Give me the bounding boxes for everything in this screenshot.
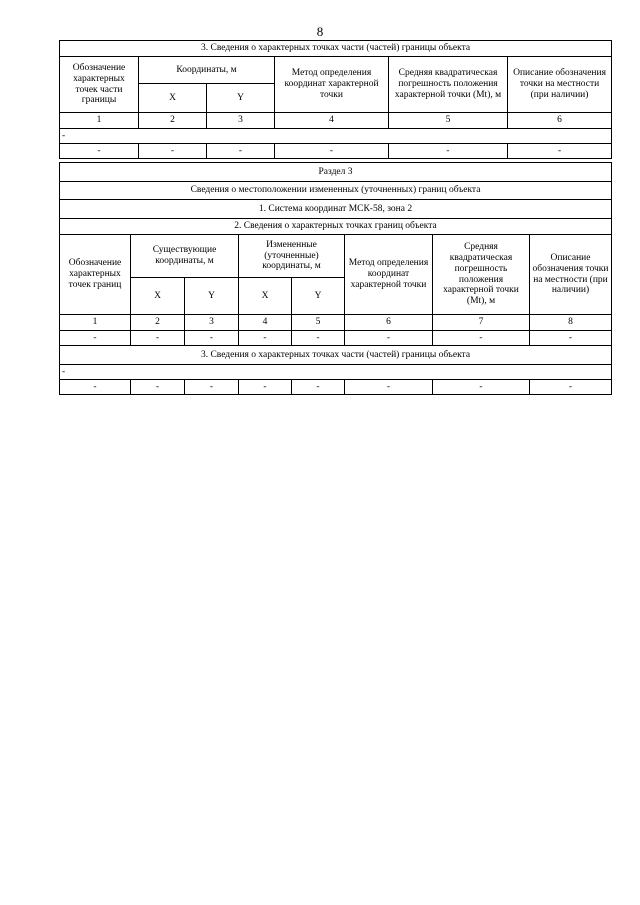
header-existing-coords: Существующие координаты, м bbox=[131, 235, 239, 278]
empty-row-mark: - bbox=[60, 129, 612, 144]
header-y: Y bbox=[207, 84, 275, 113]
table-cell: - bbox=[275, 144, 389, 159]
header-y-changed: Y bbox=[292, 278, 345, 315]
column-number: 2 bbox=[139, 113, 207, 129]
table-cell: - bbox=[185, 380, 239, 395]
column-number: 5 bbox=[292, 315, 345, 331]
header-designation: Обозначение характерных точек части границы bbox=[60, 57, 139, 113]
header-method: Метод определения координат характерной точки bbox=[275, 57, 389, 113]
table-cell: - bbox=[60, 144, 139, 159]
section-title: Раздел 3 bbox=[60, 163, 612, 182]
header-changed-coords: Измененные (уточненные) координаты, м bbox=[239, 235, 345, 278]
empty-row-mark: - bbox=[60, 365, 612, 380]
header-coordinates: Координаты, м bbox=[139, 57, 275, 84]
column-number: 2 bbox=[131, 315, 185, 331]
table-cell: - bbox=[239, 331, 292, 346]
column-number: 6 bbox=[508, 113, 612, 129]
section3-table bbox=[59, 162, 612, 395]
table-cell: - bbox=[60, 331, 131, 346]
part-empty-row bbox=[60, 129, 612, 144]
column-number: 3 bbox=[185, 315, 239, 331]
table-cell: - bbox=[185, 331, 239, 346]
header-description: Описание обозначения точки на местности (при наличии) bbox=[530, 235, 612, 315]
page-number: 8 bbox=[316, 24, 324, 39]
table-cell: - bbox=[131, 380, 185, 395]
table-cell: - bbox=[530, 380, 612, 395]
header-y-existing: Y bbox=[185, 278, 239, 315]
table-cell: - bbox=[292, 331, 345, 346]
table-cell: - bbox=[239, 380, 292, 395]
part-points-table bbox=[59, 40, 612, 159]
column-number: 4 bbox=[275, 113, 389, 129]
header-method: Метод определения координат характерной точки bbox=[345, 235, 433, 315]
table-cell: - bbox=[433, 331, 530, 346]
table-cell: - bbox=[345, 331, 433, 346]
column-numbers-row bbox=[60, 113, 612, 129]
table-cell: - bbox=[345, 380, 433, 395]
table-cell: - bbox=[60, 380, 131, 395]
header-x-existing: X bbox=[131, 278, 185, 315]
table-cell: - bbox=[207, 144, 275, 159]
header-accuracy: Средняя квадратическая погрешность положения характерной точки (Mt), м bbox=[389, 57, 508, 113]
column-number: 8 bbox=[530, 315, 612, 331]
table-cell: - bbox=[139, 144, 207, 159]
table-cell: - bbox=[389, 144, 508, 159]
header-designation: Обозначение характерных точек границ bbox=[60, 235, 131, 315]
column-numbers-row bbox=[60, 315, 612, 331]
column-number: 5 bbox=[389, 113, 508, 129]
column-number: 1 bbox=[60, 315, 131, 331]
table-row bbox=[60, 144, 612, 159]
column-number: 6 bbox=[345, 315, 433, 331]
table-cell: - bbox=[508, 144, 612, 159]
points-title: 2. Сведения о характерных точках границ объекта bbox=[60, 219, 612, 235]
part-points-title: 3. Сведения о характерных точках части (частей) границы объекта bbox=[60, 41, 612, 57]
column-number: 7 bbox=[433, 315, 530, 331]
coordinate-system: 1. Система координат МСК-58, зона 2 bbox=[60, 200, 612, 219]
column-number: 4 bbox=[239, 315, 292, 331]
header-description: Описание обозначения точки на местности (при наличии) bbox=[508, 57, 612, 113]
section-subtitle: Сведения о местоположении измененных (уточненных) границ объекта bbox=[60, 182, 612, 200]
column-number: 1 bbox=[60, 113, 139, 129]
table-row bbox=[60, 380, 612, 395]
table-cell: - bbox=[530, 331, 612, 346]
table-cell: - bbox=[292, 380, 345, 395]
header-x: X bbox=[139, 84, 207, 113]
table-cell: - bbox=[433, 380, 530, 395]
table-cell: - bbox=[131, 331, 185, 346]
part-points-title: 3. Сведения о характерных точках части (частей) границы объекта bbox=[60, 346, 612, 365]
part-empty-row bbox=[60, 365, 612, 380]
header-accuracy: Средняя квадратическая погрешность положения характерной точки (Mt), м bbox=[433, 235, 530, 315]
header-x-changed: X bbox=[239, 278, 292, 315]
table-row bbox=[60, 331, 612, 346]
column-number: 3 bbox=[207, 113, 275, 129]
